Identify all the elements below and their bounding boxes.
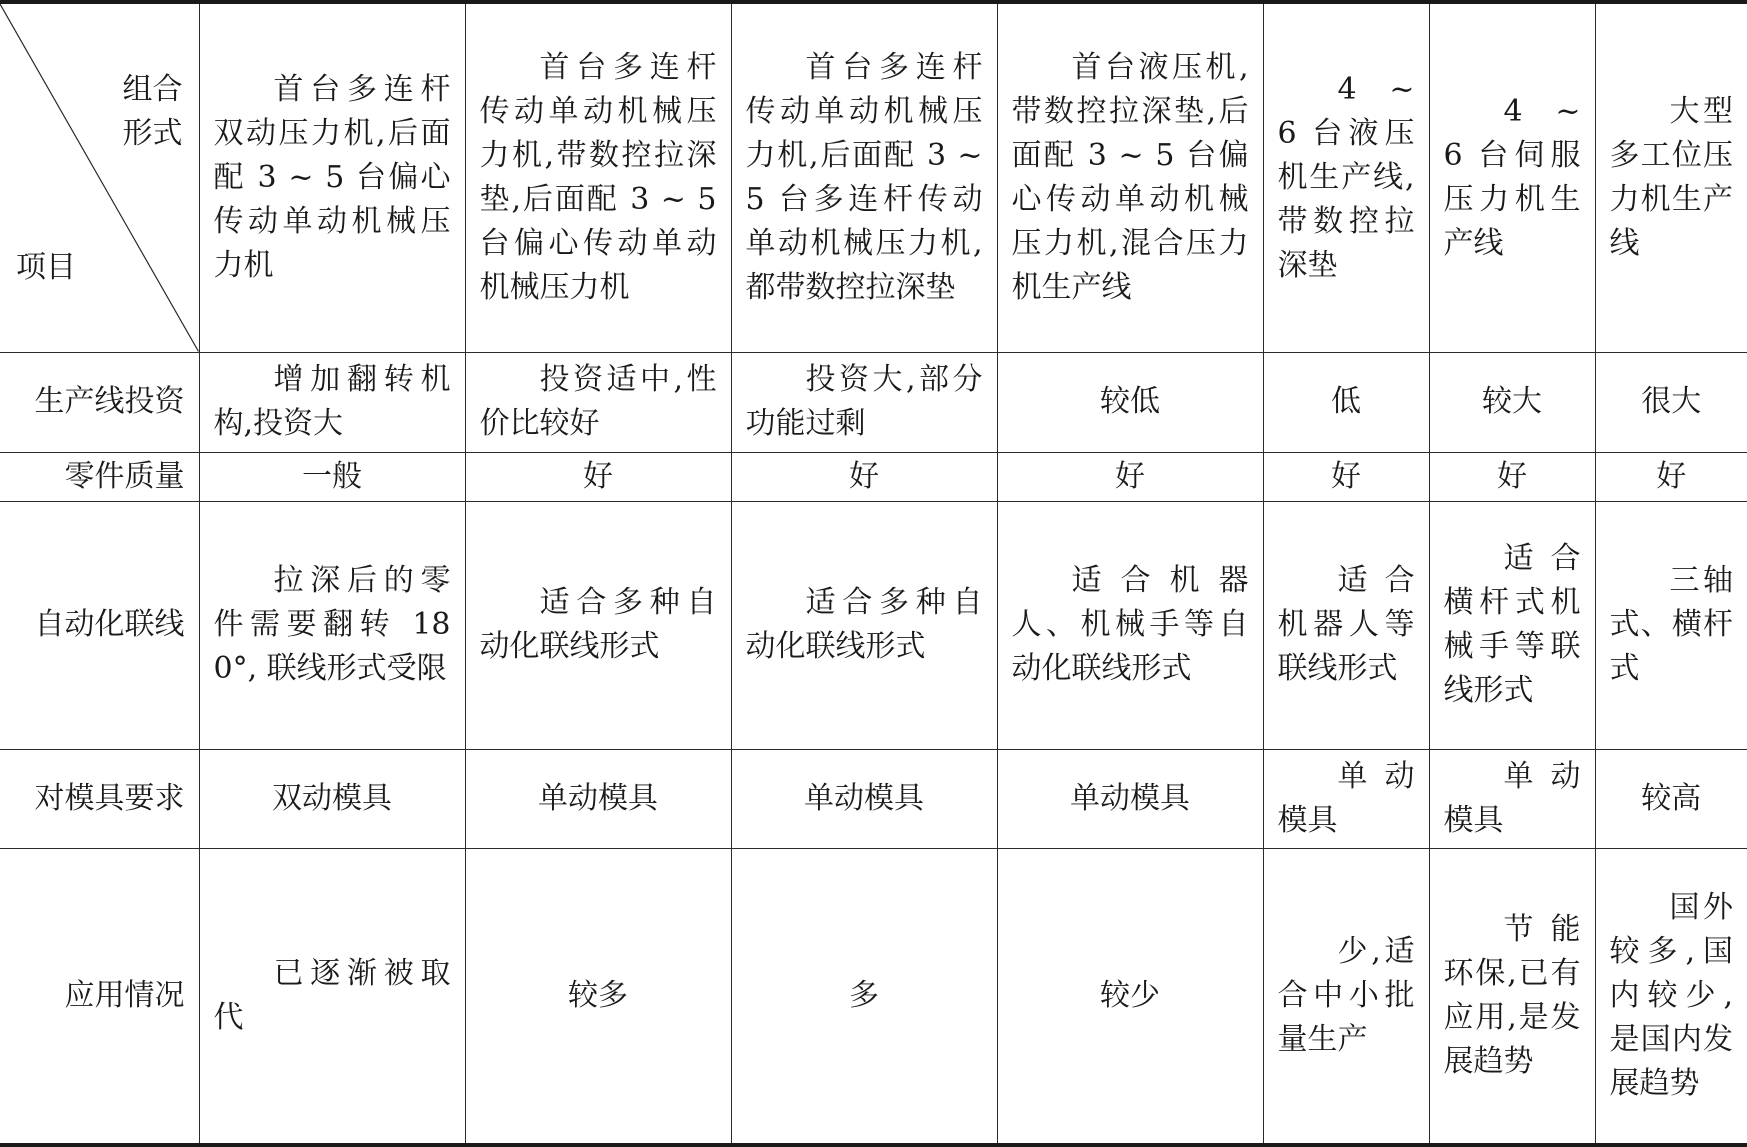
table-cell: 好 [731, 452, 997, 501]
column-header: 大型多工位压力机生产线 [1595, 2, 1747, 352]
table-cell: 单动模具 [997, 749, 1263, 848]
table-cell: 适合多种自动化联线形式 [731, 501, 997, 749]
table-cell: 较少 [997, 848, 1263, 1145]
table-cell: 较低 [997, 352, 1263, 452]
table-cell: 较大 [1429, 352, 1595, 452]
table-cell: 好 [465, 452, 731, 501]
table-cell: 拉深后的零件需要翻转 180°, 联线形式受限 [199, 501, 465, 749]
table-cell: 投资大,部分功能过剩 [731, 352, 997, 452]
table-cell: 一般 [199, 452, 465, 501]
row-label: 对模具要求 [0, 749, 199, 848]
row-label: 生产线投资 [0, 352, 199, 452]
table-cell: 少,适合中小批量生产 [1263, 848, 1429, 1145]
table-row [0, 352, 1747, 452]
column-header: 首台液压机,带数控拉深垫,后面配 3 ~ 5 台偏心传动单动机械压力机,混合压力机生产线 [997, 2, 1263, 352]
corner-combination-label [123, 68, 183, 156]
table-row [0, 749, 1747, 848]
column-header: 4 ~ 6 台伺服压力机生产线 [1429, 2, 1595, 352]
table-cell: 很大 [1595, 352, 1747, 452]
table-cell: 适合多种自动化联线形式 [465, 501, 731, 749]
corner-top-line1: 组合 [122, 72, 183, 107]
table-cell: 适合横杆式机械手等联线形式 [1429, 501, 1595, 749]
corner-cell [0, 2, 199, 352]
table-cell: 适合机器人、机械手等自动化联线形式 [997, 501, 1263, 749]
row-label: 应用情况 [0, 848, 199, 1145]
table-cell: 较高 [1595, 749, 1747, 848]
table-cell: 单动模具 [731, 749, 997, 848]
table-cell: 增加翻转机构,投资大 [199, 352, 465, 452]
row-label: 自动化联线 [0, 501, 199, 749]
table-cell: 多 [731, 848, 997, 1145]
table-cell: 单动模具 [1429, 749, 1595, 848]
table-cell: 好 [997, 452, 1263, 501]
table-cell: 低 [1263, 352, 1429, 452]
table-cell: 好 [1429, 452, 1595, 501]
table-cell: 适合机器人等联线形式 [1263, 501, 1429, 749]
table-cell: 双动模具 [199, 749, 465, 848]
table-cell: 好 [1263, 452, 1429, 501]
column-header: 4 ~ 6 台液压机生产线, 带数控拉深垫 [1263, 2, 1429, 352]
column-header: 首台多连杆传动单动机械压力机,带数控拉深垫,后面配 3 ~ 5 台偏心传动单动机械压力机 [465, 2, 731, 352]
table-cell: 节能环保,已有应用,是发展趋势 [1429, 848, 1595, 1145]
header-row [0, 2, 1747, 352]
table-cell: 国外较多,国内较少,是国内发展趋势 [1595, 848, 1747, 1145]
table-cell: 投资适中,性价比较好 [465, 352, 731, 452]
column-header: 首台多连杆双动压力机,后面配 3 ~ 5 台偏心传动单动机械压力机 [199, 2, 465, 352]
column-header: 首台多连杆传动单动机械压力机,后面配 3 ~ 5 台多连杆传动单动机械压力机,都带数控拉深垫 [731, 2, 997, 352]
table-cell: 已逐渐被取代 [199, 848, 465, 1145]
table-row [0, 452, 1747, 501]
diagonal-divider [0, 4, 199, 352]
table-cell: 三轴式、横杆式 [1595, 501, 1747, 749]
corner-top-line2: 形式 [122, 116, 183, 151]
table-row [0, 848, 1747, 1145]
table-cell: 单动模具 [465, 749, 731, 848]
table-cell: 单动模具 [1263, 749, 1429, 848]
row-label: 零件质量 [0, 452, 199, 501]
table-cell: 较多 [465, 848, 731, 1145]
table-row [0, 501, 1747, 749]
corner-item-label: 项目 [16, 249, 76, 285]
table-cell: 好 [1595, 452, 1747, 501]
